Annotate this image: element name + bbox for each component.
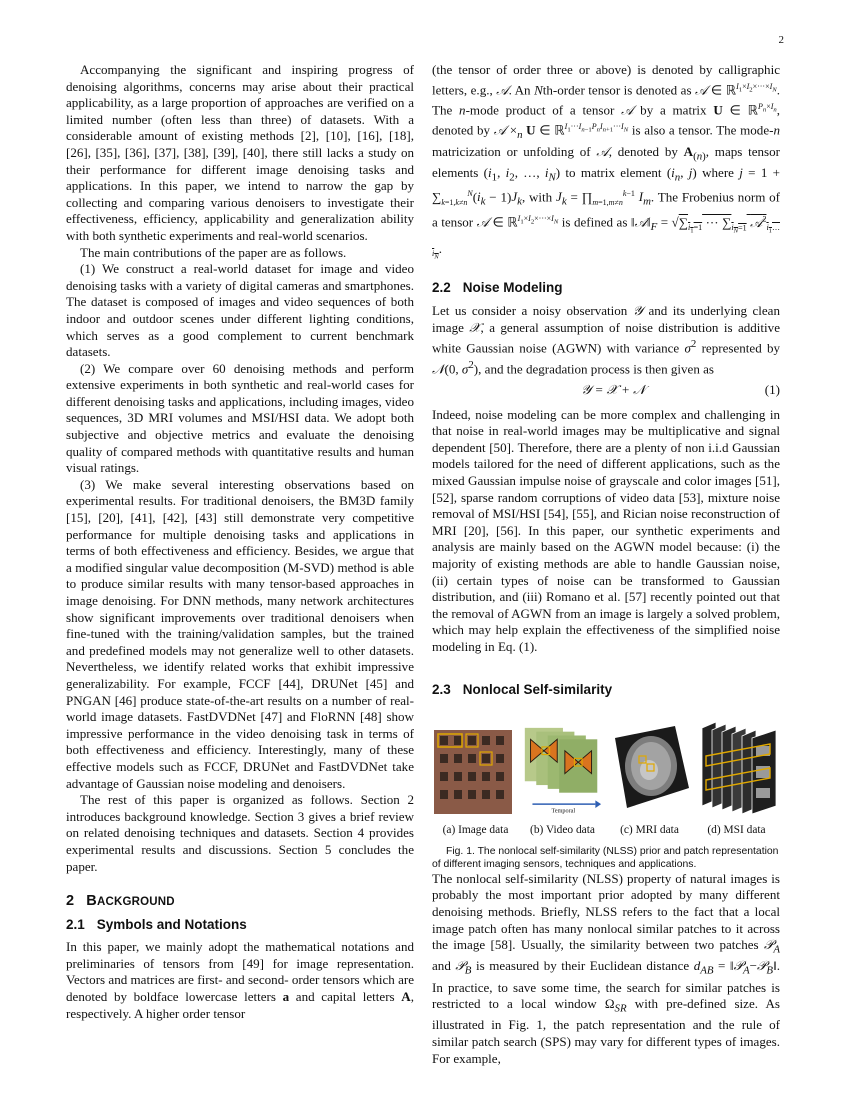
text-span: with pre-defined size. As illustrated in Fig. 1, the patch representation and the rule of similar patch search (SPS) may vary for different types of images. For example, — [432, 996, 780, 1066]
subsection-number: 2.2 — [432, 280, 451, 296]
subsection-heading-noise-modeling — [432, 280, 780, 297]
text-span: and capital letters — [289, 989, 402, 1005]
equation-body: 𝒴 = 𝒳 + 𝒩 — [581, 382, 646, 398]
subsection-number: 2.1 — [66, 916, 85, 932]
equation-1 — [432, 382, 780, 399]
paragraph-nlss: The nonlocal self-similarity (NLSS) property of natural images is probably the most important prior adopted by many different denoising methods. Briefly, NLSS refers to the fact that a local image patch often has many nonlocal similar patches to it across the image [58]. Usually, the similarity between two patches 𝒫$_A$ and 𝒫$_B$ is measured by their Euclidean distance $d_{AB}$ = ‖𝒫$_A$−𝒫$_B$‖. In practice, to save some time, the search for similar patches is restricted to a local window $\Omega_{SR}$ with pre-defined size. As illustrated in Fig. 1, the patch representation and the rule of similar patch search (SPS) may vary for different types of images. For example, — [432, 870, 780, 1066]
subcaption: (b) Video data — [530, 824, 595, 837]
paragraph: (2) We compare over 60 denoising methods and perform extensive experiments in both synthetic and real-world cases for different denoising tasks and applications, including images, video sequences, 3D MRI volumes and MSI/HSI data. We adopt both subjective and objective metrics and evaluate the denoising quality of compared methods with quantitative results and human visual ratings. — [66, 360, 414, 476]
text-span: represented by — [696, 340, 781, 356]
text-span: , a general assumption of noise distribution is additive white Gaussian noise (AGWN) with variance — [432, 319, 780, 356]
text-span: (the tensor of order three or above) is denoted by calligraphic letters, e.g., — [432, 62, 780, 97]
text-span: and its underlying clean image — [432, 303, 780, 335]
text-span: In this paper, we mainly adopt the mathematical notations and preliminaries of tensors from [49] for image representation. Vectors and matrices are first- and second- order tensors which are denoted by boldface lowercase letters — [66, 939, 414, 1005]
paragraph: Indeed, noise modeling can be more complex and challenging in that noise in real-world images may be multiplicative and signal dependent [50]. Therefore, there are a plenty of non i.i.d Gaussian models tailored for the need of different applications, such as the mixed Gaussian impulse noise of grayscale and color images [51], [52], sparse random corruptions of video data [53], mixture noise removal of MSI/HSI [54], [55], and Rician noise reconstruction of MRI [20], [56]. In this paper, our synthetic experiments and analysis are mainly based on the AGWN model because: (i) the majority of existing methods are able to handle Gaussian noise, (ii) certain types of noise can be transformed to Gaussian distribution, and (iii) Romano et al. [57] recently pointed out that the removal of AGWN from an image is largely a solved problem, which may help explain the effectiveness of the simplified noise modeling in Eq. (1). — [432, 406, 780, 654]
subsection-title: Symbols and Notations — [96, 916, 247, 932]
subcaption: (d) MSI data — [707, 824, 766, 837]
right-column — [432, 62, 780, 1067]
text-span: . The — [432, 81, 780, 118]
bold-symbol: A — [401, 989, 411, 1005]
text-span: , denoted by — [608, 143, 684, 159]
subsection-heading-nonlocal — [432, 682, 780, 699]
text-span: where — [696, 164, 740, 180]
text-span: by a matrix — [633, 102, 714, 118]
text-span: and — [432, 958, 456, 974]
text-span: . In practice, to save some time, the search for similar patches is restricted to a local window — [432, 958, 780, 1012]
paragraph-notations — [66, 939, 414, 1022]
equation-number: (1) — [764, 382, 780, 398]
text-span: . An — [508, 81, 535, 97]
text-span: th-order tensor is denoted as — [542, 81, 696, 97]
text-span: , respectively. A higher order tensor — [66, 989, 414, 1021]
text-span: is also a tensor. The mode- — [628, 122, 774, 138]
paragraph: (1) We construct a real-world dataset for image and video denoising tasks with a variety of digital cameras and smartphones. The dataset is composed of images and video sequences of both indoor and outdoor scenes under different lighting conditions, which serves as a good complement to current benchmark datasets. — [66, 261, 414, 360]
paragraph: The rest of this paper is organized as follows. Section 2 introduces background knowledge. Section 3 gives a brief review on related denoising techniques and datasets. Section 4 provides experimental results and discussions. Section 5 concludes the paper. — [66, 792, 414, 874]
paragraph: Accompanying the significant and inspiring progress of denoising algorithms, concerns may arise about their practical applicability, as a large proportion of approaches are verified on a limited number (often less than three) of datasets. With a considerable amount of existing methods [2], [10], [16], [18], [26], [35], [36], [37], [38], [39], [40], there still lacks a study on their performance for different image denoising tasks and applications. In this paper, we intend to narrow the gap by collecting and comparing various denoisers to investigate their effectiveness, efficiency, applicability and generalization ability with both synthetic experiments and real-world scenarios. — [66, 62, 414, 243]
figure-video-data — [521, 716, 603, 816]
subcaption: (a) Image data — [442, 824, 509, 837]
page-number: 2 — [778, 34, 784, 46]
section-title-rest: ACKGROUND — [96, 896, 175, 909]
text-span: , and the degradation process is then given as — [478, 361, 715, 377]
section-title-initial: B — [86, 893, 97, 910]
section-number: 2 — [66, 893, 75, 910]
text-span: to matrix element — [560, 164, 667, 180]
figure-mri-data — [609, 716, 691, 816]
figure-1 — [432, 712, 780, 839]
text-span: Let us consider a noisy observation — [432, 303, 633, 318]
paragraph-noise-model: Let us consider a noisy observation 𝒴 and its underlying clean image 𝒳, a general assumption of noise distribution is additive white Gaussian noise (AGWN) with variance $\sigma^2$ represented by 𝒩(0, $\sigma^2$), and the degradation process is then given as — [432, 303, 781, 377]
section-heading-background — [66, 893, 414, 911]
text-span: The nonlocal self-similarity (NLSS) property of natural images is probably the most important prior adopted by many different denoising methods. Briefly, NLSS refers to the fact that a local image patch often has many nonlocal similar patches to it across the image [58]. Usually, the similarity between two patches — [432, 870, 780, 953]
subsection-title: Noise Modeling — [462, 280, 563, 296]
subcaption: (c) MRI data — [620, 824, 679, 837]
figure-caption: Fig. 1. The nonlocal self-similarity (NLSS) prior and patch representation of different imaging sensors, techniques and applications. — [432, 845, 779, 870]
subsection-number: 2.3 — [432, 681, 451, 697]
temporal-label: Temporal — [551, 807, 575, 815]
text-span: , denoted by — [432, 102, 780, 138]
text-span: is measured by their Euclidean distance — [471, 958, 694, 974]
paragraph: (3) We make several interesting observations based on experimental results. For traditional denoisers, the BM3D family [15], [20], [41], [42], [43] still demonstrate very competitive performance for multiple denoising tasks and applications in terms of both effectiveness and efficiency. Besides, we argue that a modified singular value decomposition (M-SVD) method is able to produce similar results with many tensor-based approaches in image denoising. For DNN methods, many network architectures show significant improvements over traditional denoisers when fine-tuned with the training/validation samples, but the trained and predefined models may not generalize well to other datasets. Nevertheless, we identify related works that exhibit impressive generalizability. For example, FCCF [44], DRUNet [45] and PNGAN [46] produce state-of-the-art results on a number of real-world image datasets. FastDVDNet [47] and FloRNN [48] show impressive performance in the video denoising task in terms of both effectiveness and efficiency. Interestingly, many of these effective models such as FCCF, DRUNet and FastDVDNet take advantage of Gaussian noise modeling and denoisers. — [66, 476, 414, 791]
figure-subcaptions — [432, 822, 780, 839]
paragraph-tensor-definitions: (the tensor of order three or above) is denoted by calligraphic letters, e.g., 𝒜. An Nth-order tensor is denoted as 𝒜 ∈ ℝ$^{I_1\times I_2\times\cdot\cdot\cdot\times I_N}$. The n-mode product of a tensor 𝒜 by a matrix U ∈ ℝ$^{P_n\times I_n}$, denoted by 𝒜 $\times_n$ U ∈ ℝ$^{I_1\cdot\cdot\cdot I_{n-1}P_nI_{n+1}\cdot\cdot\cdot I_N}$ is also a tensor. The mode-n matricization or unfolding of 𝒜, denoted by $A_{(n)}$, maps tensor elements ($i_1$, $i_2$, …, $i_N$) to matrix element ($i_n$, j) where $j = 1 + \sum_{k=1,k\ne n}^N(i_k - 1)J_k$, with $J_k$ = $\prod_{m=1,m\ne n}^{k-1}$ $I_m$. The Frobenius norm of a tensor 𝒜 ∈ ℝ$^{I_1\times I_2\times\cdot\cdot\cdot\times I_N}$ is defined as $‖𝒜‖_F = √\sum_{i_1=1}$ ··· $\sum_{i_N=1}$ 𝒜$^2_{i_1\dots i_N}$. — [432, 62, 781, 261]
text-span: . The Frobenius norm of a tensor — [432, 189, 781, 230]
subsection-title: Nonlocal Self-similarity — [462, 681, 613, 697]
text-span: , maps tensor elements — [432, 143, 780, 180]
bold-symbol: a — [282, 989, 290, 1005]
text-span: matricization or unfolding of — [432, 143, 597, 159]
text-span: -mode product of a tensor — [465, 102, 622, 118]
paragraph: The main contributions of the paper are as follows. — [80, 244, 347, 260]
text-span: is defined as — [558, 214, 631, 230]
subsection-heading-symbols — [66, 917, 414, 934]
left-column — [66, 62, 414, 1022]
figure-msi-data — [698, 716, 780, 816]
text-span: , with — [521, 189, 557, 205]
figure-image-data — [432, 716, 514, 816]
